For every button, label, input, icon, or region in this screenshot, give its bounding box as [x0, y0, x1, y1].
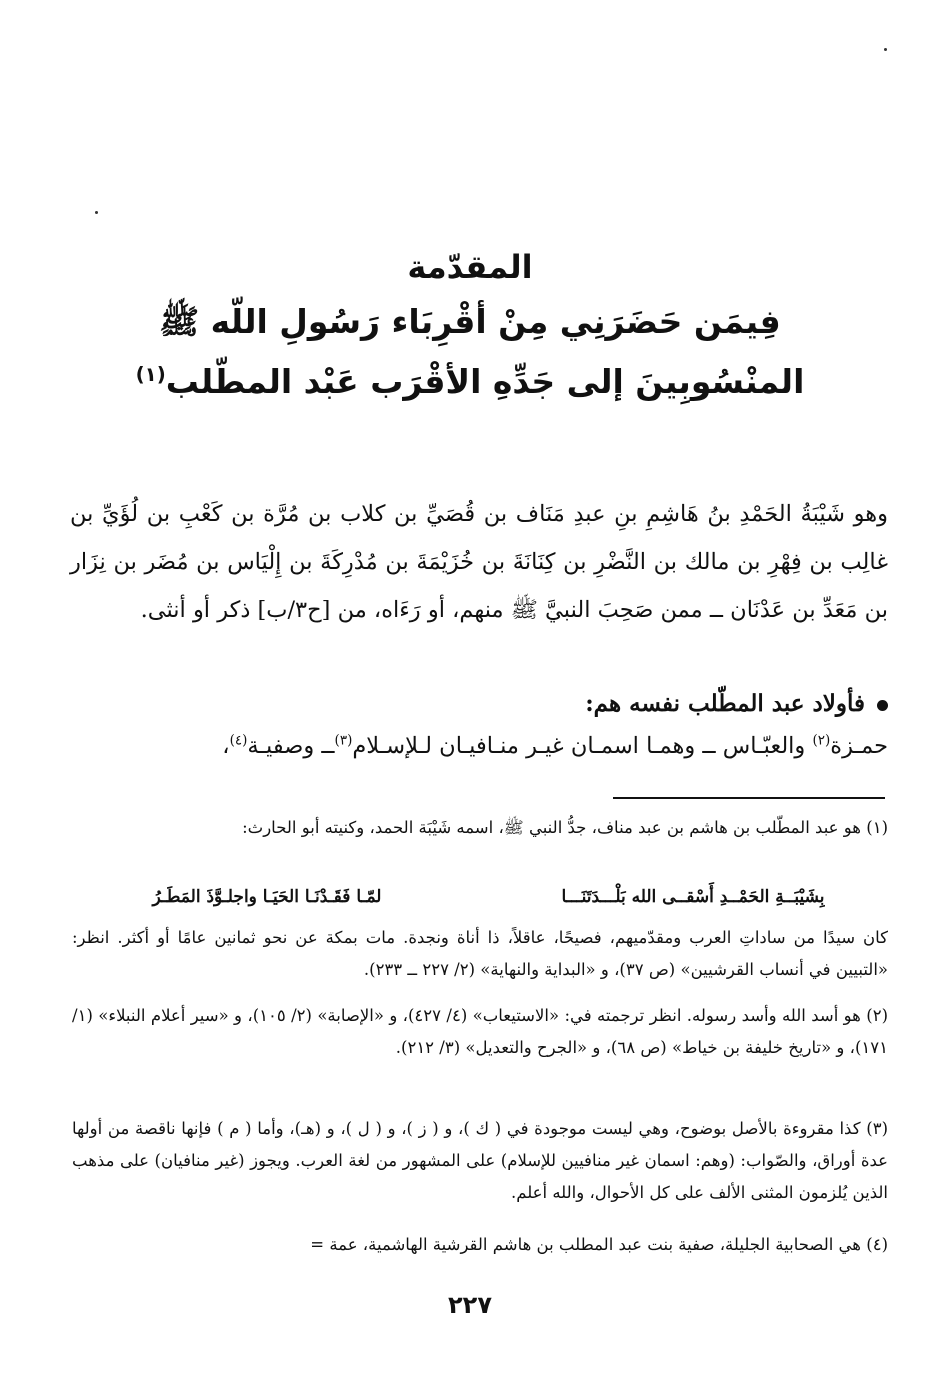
- poem-hemistich-1: بِشَيْبَــةِ الحَمْــدِ أَسْقــى الله بَلْـــدَتَنَـــا: [561, 887, 825, 907]
- footnote-ref-2[interactable]: (٢): [812, 732, 831, 749]
- scan-speck: [95, 211, 98, 214]
- bullet-icon: [877, 700, 888, 711]
- page-number: ٢٢٧: [448, 1291, 492, 1319]
- body-paragraph-children: [70, 724, 888, 768]
- poem-hemistich-2: لمّـا فَقَـدْنَـا الحَيَـا واجلـوَّذَ المَطَـرُ: [152, 887, 382, 907]
- footnote-ref-3[interactable]: (٣): [334, 732, 353, 749]
- footnote-4: (٤) هي الصحابية الجليلة، صفية بنت عبد المطلب بن هاشم القرشية الهاشمية، عمة =: [310, 1235, 888, 1254]
- footnote-1-poem: [72, 881, 888, 913]
- name-abbas: والعبّـاس ــ وهمـا اسمـان غيـر منـافيـان لـلإسـلام: [352, 733, 813, 759]
- footnote-divider: [613, 797, 885, 799]
- footnote-ref-1[interactable]: (١): [135, 363, 166, 386]
- trailing-comma: ،: [222, 733, 230, 759]
- body-paragraph-lineage: وهو شَيْبَةُ الحَمْدِ بنُ هَاشِمِ بنِ عبدِ مَنَاف بن قُصَيِّ بن كلاب بن مُرَّة بن كَعْبِ بن لُؤَيِّ بن غالِب بن فِهْرِ بن مالك بن النَّضْرِ بن كِنَانَةَ بن خُزَيْمَةَ بن مُدْرِكَةَ بن إِلْيَاس بن مُضَر بن نِزَار بن مَعَدِّ بن عَدْنَان ــ ممن صَحِبَ النبيَّ ﷺ منهم، أو رَءَاه، من [ح٣/ب] ذكر أو أنثى.: [70, 501, 888, 623]
- subtitle-line-2-text: المنْسُوبِينَ إلى جَدِّهِ الأقْرَب عَبْد المطّلب: [165, 362, 805, 401]
- footnote-2: (٢) هو أسد الله وأسد رسوله. انظر ترجمته في: «الاستيعاب» (٤/ ٤٢٧)، و «الإصابة» (٢/ ١٠٥)، و «سير أعلام النبلاء» (١/ ١٧١)، و «تاريخ خليفة بن خياط» (ص ٦٨)، و «الجرح والتعديل» (٣/ ٢١٢).: [72, 1006, 888, 1057]
- bullet-heading-text: فأولاد عبد المطّلب نفسه هم:: [585, 690, 865, 717]
- chapter-title: المقدّمة: [407, 248, 533, 286]
- footnote-3: (٣) كذا مقروءة بالأصل بوضوح، وهي ليست موجودة في ( ك )، و ( ز )، و ( ل )، و (هـ)، وأما ( م ) فإنها ناقصة من أولها عدة أوراق، والصّواب: (وهم: اسمان غير منافيين للإسلام) على المشهور من لغة العرب. ويجوز (غير منافيان) على مذهب الذين يُلزمون المثنى الألف على كل الأحوال، والله أعلم.: [72, 1119, 888, 1202]
- footnote-1: (١) هو عبد المطّلب بن هاشم بن عبد مناف، جدُّ النبي ﷺ، اسمه شَيْبَة الحمد، وكنيته أبو الحارث:: [242, 818, 888, 837]
- name-hamza: حمـزة: [830, 733, 888, 759]
- scan-speck: [884, 48, 887, 51]
- footnote-1-continued: كان سيدًا من ساداتِ العرب ومقدّميهم، فصيحًا، عاقلاً، ذا أناة ونجدة. مات بمكة عن نحو ثمانين عامًا أو أكثر. انظر: «التبيين في أنساب القرشيين» (ص ٣٧)، و «البداية والنهاية» (٢/ ٢٢٧ ــ ٢٣٣).: [72, 928, 888, 979]
- chapter-subtitle-line-2: [120, 362, 820, 401]
- name-safiyya: ــ وصفيـة: [247, 733, 335, 759]
- chapter-subtitle-line-1: فِيمَن حَضَرَنِي مِنْ أقْرِبَاء رَسُولِ اللّه ﷺ: [159, 302, 781, 341]
- footnote-ref-4[interactable]: (٤): [229, 732, 248, 749]
- bullet-heading: [70, 684, 888, 724]
